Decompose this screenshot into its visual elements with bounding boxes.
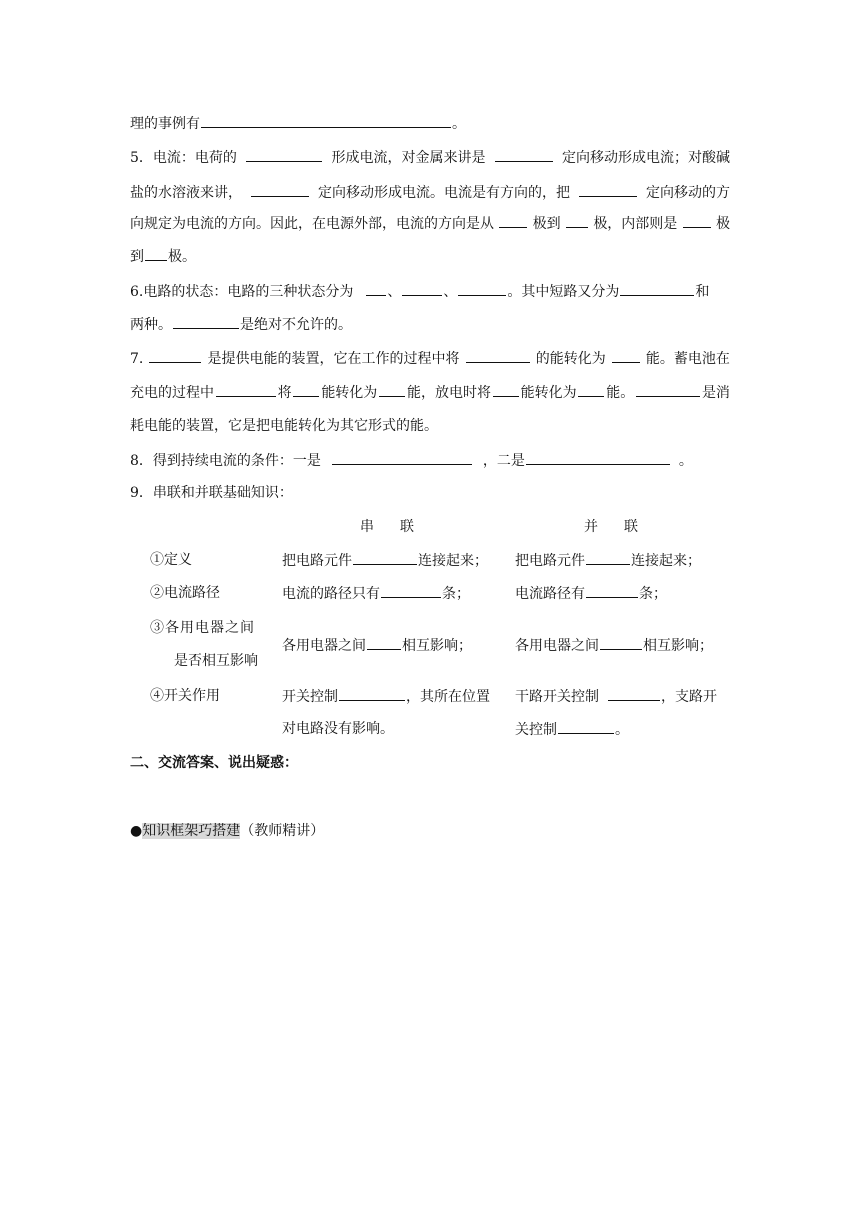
- text: 能。蓄电池在: [645, 351, 730, 367]
- question-5-line-1: [130, 146, 730, 168]
- question-7-line-3: [130, 415, 730, 437]
- blank[interactable]: [600, 634, 642, 650]
- text: 的能转化为: [535, 351, 606, 367]
- column-header-series: 串联: [360, 519, 440, 535]
- blank[interactable]: [526, 449, 670, 465]
- series-influence: [282, 634, 472, 657]
- text: 8．得到持续电流的条件：一是: [130, 453, 321, 469]
- series-definition: [282, 549, 488, 572]
- blank[interactable]: [683, 212, 711, 228]
- text: 条；: [639, 586, 667, 602]
- text: ，支路开: [661, 689, 717, 705]
- text: 是提供电能的装置，它在工作的过程中将: [207, 351, 460, 367]
- question-6-line-1: [130, 280, 730, 302]
- blank[interactable]: [339, 685, 405, 701]
- text: 开关控制: [282, 689, 338, 705]
- question-8: [130, 449, 730, 471]
- text: 相互影响；: [643, 638, 713, 654]
- text: 。: [615, 722, 629, 738]
- blank[interactable]: [566, 212, 588, 228]
- framework-note: （教师精讲）: [240, 823, 325, 839]
- blank[interactable]: [493, 381, 519, 397]
- text: 和: [695, 284, 710, 300]
- question-5-line-2: [130, 181, 730, 203]
- text: 关控制: [515, 722, 557, 738]
- blank[interactable]: [499, 212, 527, 228]
- blank[interactable]: [381, 582, 441, 598]
- blank[interactable]: [586, 549, 630, 565]
- text: 定向移动的方: [646, 185, 730, 201]
- text: 盐的水溶液来讲，: [130, 185, 242, 201]
- blank[interactable]: [579, 181, 637, 197]
- blank[interactable]: [612, 347, 640, 363]
- blank[interactable]: [578, 381, 604, 397]
- text: 把电路元件: [282, 553, 352, 569]
- text: 把电路元件: [515, 553, 585, 569]
- text: 干路开关控制: [515, 689, 599, 705]
- question-6-line-2: [130, 313, 730, 335]
- blank[interactable]: [173, 313, 239, 329]
- text: 将: [277, 385, 292, 401]
- blank[interactable]: [608, 685, 660, 701]
- question-7-line-1: [130, 347, 730, 369]
- blank[interactable]: [495, 146, 553, 162]
- knowledge-framework: [130, 820, 730, 842]
- text: 、: [387, 284, 402, 300]
- blank[interactable]: [353, 549, 417, 565]
- text: 定向移动形成电流；对酸碱: [561, 150, 730, 166]
- text: 极。: [168, 249, 196, 265]
- text: 条；: [442, 586, 470, 602]
- text: 5．电流：电荷的: [130, 150, 237, 166]
- answer-line-examples: [130, 112, 730, 134]
- blank[interactable]: [145, 245, 167, 261]
- text: 6.电路的状态：电路的三种状态分为: [130, 284, 354, 300]
- question-5-line-4: [130, 245, 730, 267]
- blank[interactable]: [149, 347, 201, 363]
- blank[interactable]: [367, 634, 401, 650]
- text: 各用电器之间: [282, 638, 366, 654]
- question-9-title: [130, 482, 730, 504]
- text: 两种。: [130, 317, 172, 333]
- blank[interactable]: [379, 381, 405, 397]
- row-label-influence-1: ③各用电器之间: [150, 620, 255, 636]
- parallel-switch-line-1: [515, 685, 717, 708]
- text: 各用电器之间: [515, 638, 599, 654]
- parallel-current-path: [515, 582, 667, 605]
- parallel-switch-line-2: [515, 718, 629, 741]
- text: 7.: [130, 351, 144, 367]
- text: 耗电能的装置，它是把电能转化为其它形式的能。: [130, 418, 438, 434]
- blank[interactable]: [251, 181, 309, 197]
- text: 极到: [532, 216, 561, 232]
- column-header-parallel: 并联: [584, 519, 664, 535]
- series-switch-line-1: [282, 685, 490, 708]
- text: 是消: [701, 385, 730, 401]
- text: 能转化为: [520, 385, 577, 401]
- text: ，二是: [482, 453, 525, 469]
- text: 连接起来；: [631, 553, 701, 569]
- question-5-line-3: [130, 212, 730, 234]
- blank[interactable]: [558, 718, 614, 734]
- text: ，其所在位置: [406, 689, 490, 705]
- text: 9．串联和并联基础知识：: [130, 485, 293, 501]
- section-2-heading: 二、交流答案、说出疑惑：: [130, 755, 298, 771]
- blank[interactable]: [293, 381, 319, 397]
- blank[interactable]: [216, 381, 276, 397]
- blank[interactable]: [246, 146, 322, 162]
- framework-highlight: 知识框架巧搭建: [142, 823, 241, 839]
- row-label-current-path: ②电流路径: [150, 585, 220, 601]
- row-label-influence-2: 是否相互影响: [174, 653, 258, 669]
- row-label-definition: ①定义: [150, 552, 192, 568]
- blank[interactable]: [636, 381, 700, 397]
- blank[interactable]: [586, 582, 638, 598]
- blank[interactable]: [620, 280, 694, 296]
- text: 充电的过程中: [130, 385, 214, 401]
- text: 是绝对不允许的。: [240, 317, 352, 333]
- blank[interactable]: [458, 280, 506, 296]
- parallel-definition: [515, 549, 701, 572]
- series-switch-line-2: 对电路没有影响。: [282, 721, 394, 737]
- text: 向规定为电流的方向。因此，在电源外部，电流的方向是从: [130, 216, 494, 232]
- blank[interactable]: [366, 280, 386, 296]
- bullet-icon: ●: [130, 823, 143, 839]
- text: 连接起来；: [418, 553, 488, 569]
- text: 相互影响；: [402, 638, 472, 654]
- text: 极，内部则是: [593, 216, 678, 232]
- blank[interactable]: [332, 449, 472, 465]
- text: 形成电流，对金属来讲是: [331, 150, 486, 166]
- text: 极: [715, 216, 730, 232]
- text: 能。: [606, 385, 635, 401]
- text: 。: [452, 116, 466, 132]
- blank[interactable]: [466, 347, 530, 363]
- text: 。: [678, 453, 693, 469]
- series-current-path: [282, 582, 470, 605]
- question-7-line-2: [130, 381, 730, 403]
- text: 理的事例有: [130, 116, 200, 132]
- text: 定向移动形成电流。电流是有方向的，把: [318, 185, 570, 201]
- blank[interactable]: [201, 112, 451, 128]
- text: 电流的路径只有: [282, 586, 380, 602]
- parallel-influence: [515, 634, 713, 657]
- text: 。其中短路又分为: [507, 284, 620, 300]
- text: 电流路径有: [515, 586, 585, 602]
- text: 能，放电时将: [406, 385, 491, 401]
- blank[interactable]: [402, 280, 442, 296]
- row-label-switch: ④开关作用: [150, 688, 220, 704]
- text: 、: [443, 284, 458, 300]
- text: 到: [130, 249, 144, 265]
- text: 能转化为: [321, 385, 378, 401]
